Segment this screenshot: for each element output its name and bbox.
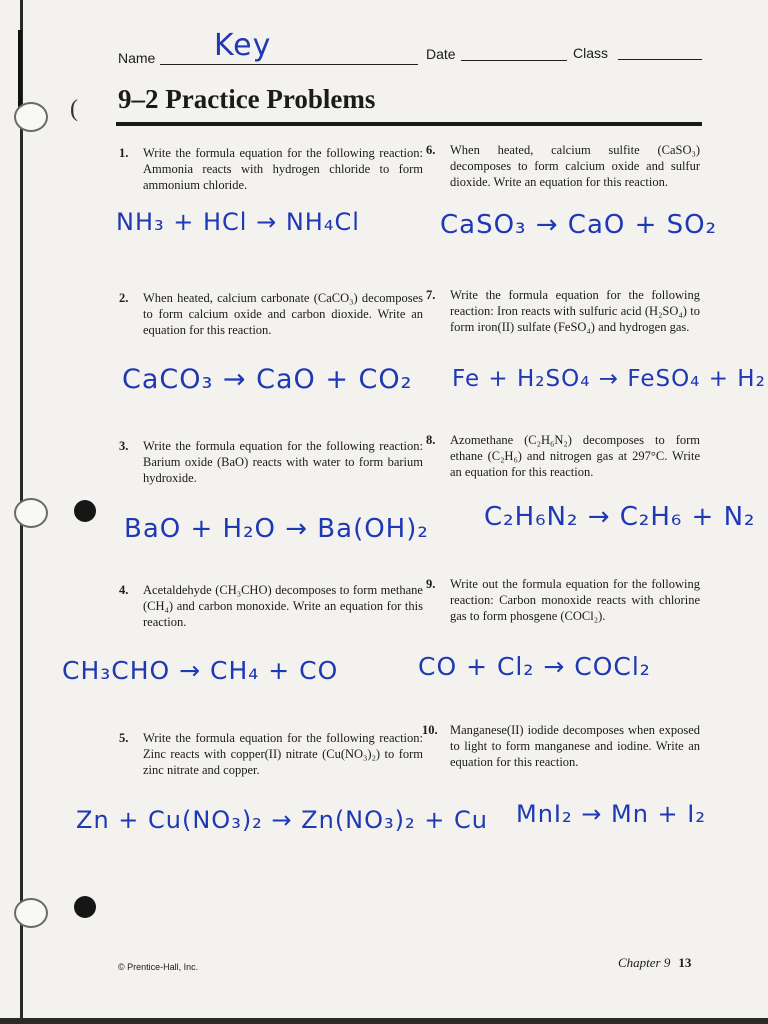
punch-hole xyxy=(74,896,96,918)
answer-10: MnI₂ → Mn + I₂ xyxy=(516,800,706,828)
question-3 xyxy=(119,438,423,486)
question-number: 6. xyxy=(426,143,436,157)
question-number: 10. xyxy=(422,723,438,737)
question-text: Write the formula equation for the following reaction: Zinc reacts with copper(II) nitrate (Cu(NO₃)₂) to form zinc nitrate and copper. xyxy=(143,731,423,777)
question-text: Azomethane (C₂H₆N₂) decomposes to form ethane (C₂H₆) and nitrogen gas at 297°C. Write an equation for this reaction. xyxy=(450,433,700,479)
question-number: 7. xyxy=(426,288,436,302)
chapter-label: Chapter 9 xyxy=(618,955,671,970)
page-title: 9–2 Practice Problems xyxy=(118,84,376,114)
class-label: Class xyxy=(573,45,609,61)
answer-9: CO + Cl₂ → COCl₂ xyxy=(418,652,651,681)
question-9 xyxy=(426,576,700,624)
binder-ring xyxy=(14,102,48,132)
class-line xyxy=(618,59,702,60)
name-value: Key xyxy=(214,28,272,63)
date-label: Date xyxy=(426,46,456,62)
question-text: Manganese(II) iodide decomposes when exposed to light to form manganese and iodine. Write an equation for this reaction. xyxy=(450,723,700,769)
question-number: 1. xyxy=(119,146,129,160)
answer-4: CH₃CHO → CH₄ + CO xyxy=(62,656,339,685)
question-text: When heated, calcium sulfite (CaSO₃) decomposes to form calcium oxide and sulfur dioxide. Write an equation for this reaction. xyxy=(450,143,700,189)
title-rule xyxy=(116,122,702,126)
question-2 xyxy=(119,290,423,338)
binder-ring xyxy=(14,898,48,928)
copyright-text: © Prentice-Hall, Inc. xyxy=(118,962,199,972)
answer-5: Zn + Cu(NO₃)₂ → Zn(NO₃)₂ + Cu xyxy=(76,806,488,834)
margin-mark: ( xyxy=(70,96,78,122)
binder-ring xyxy=(14,498,48,528)
question-text: Write the formula equation for the following reaction: Barium oxide (BaO) reacts with water to form barium hydroxide. xyxy=(143,439,423,485)
question-number: 2. xyxy=(119,291,129,305)
name-line xyxy=(160,64,418,65)
question-text: Acetaldehyde (CH₃CHO) decomposes to form methane (CH₄) and carbon monoxide. Write an equation for this reaction. xyxy=(143,583,423,629)
page-number: 13 xyxy=(678,955,692,970)
answer-1: NH₃ + HCl → NH₄Cl xyxy=(116,208,360,236)
question-number: 8. xyxy=(426,433,436,447)
question-number: 5. xyxy=(119,731,129,745)
question-number: 3. xyxy=(119,439,129,453)
name-label: Name xyxy=(118,50,156,66)
question-text: Write out the formula equation for the following reaction: Carbon monoxide reacts with chlorine gas to form phosgene (COCl₂). xyxy=(450,577,700,623)
question-4 xyxy=(119,582,423,630)
question-number: 4. xyxy=(119,583,129,597)
punch-hole xyxy=(74,500,96,522)
question-1 xyxy=(119,145,423,193)
question-5 xyxy=(119,730,423,778)
date-line xyxy=(461,60,567,61)
answer-8: C₂H₆N₂ → C₂H₆ + N₂ xyxy=(484,502,756,532)
question-text: When heated, calcium carbonate (CaCO₃) decomposes to form calcium oxide and carbon dioxide. Write an equation for this reaction. xyxy=(143,291,423,337)
page-bottom-edge xyxy=(0,1018,768,1024)
answer-6: CaSO₃ → CaO + SO₂ xyxy=(440,210,718,240)
answer-2: CaCO₃ → CaO + CO₂ xyxy=(122,364,413,395)
question-6 xyxy=(426,142,700,190)
question-10 xyxy=(422,722,700,770)
question-text: Write the formula equation for the following reaction: Iron reacts with sulfuric acid (H₂SO₄) to form iron(II) sulfate (FeSO₄) and hydrogen gas. xyxy=(450,288,700,334)
page-footer xyxy=(618,955,691,971)
answer-7: Fe + H₂SO₄ → FeSO₄ + H₂ xyxy=(452,366,766,392)
question-7 xyxy=(426,287,700,335)
question-text: Write the formula equation for the following reaction: Ammonia reacts with hydrogen chloride to form ammonium chloride. xyxy=(143,146,423,192)
question-number: 9. xyxy=(426,577,436,591)
question-8 xyxy=(426,432,700,480)
answer-3: BaO + H₂O → Ba(OH)₂ xyxy=(124,514,429,544)
